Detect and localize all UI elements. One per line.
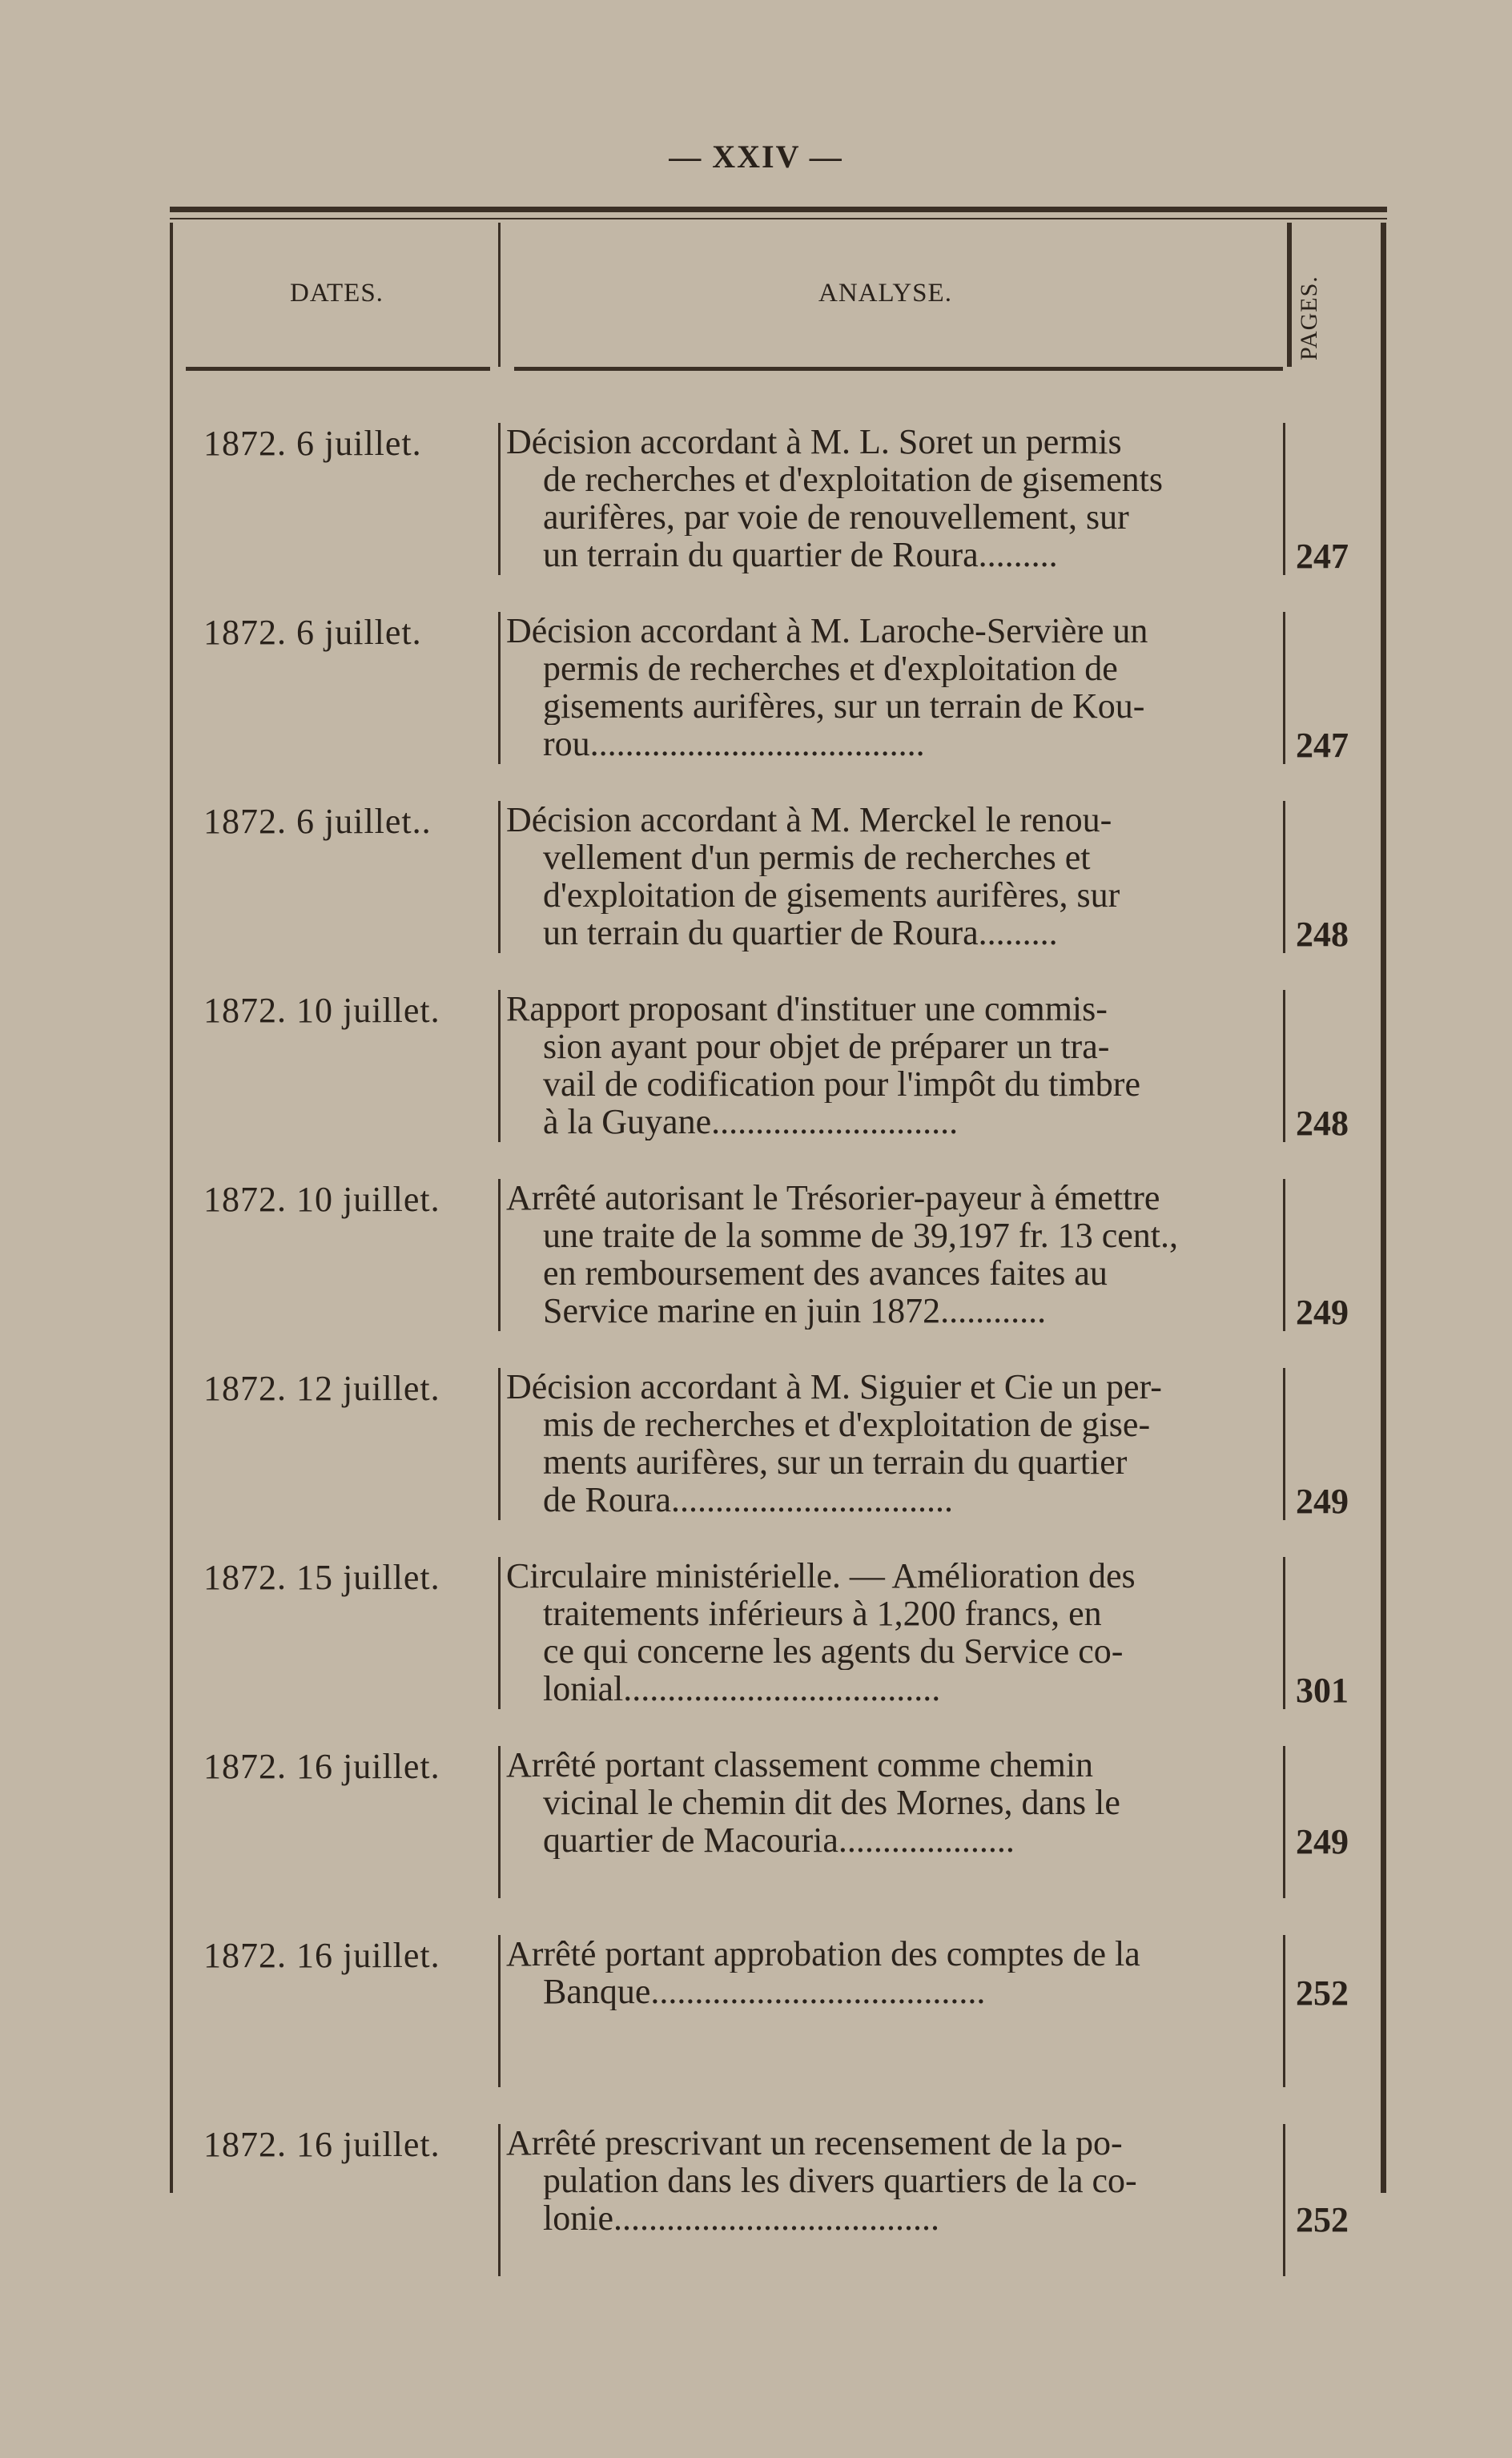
analysis-line: rou...................................... bbox=[543, 725, 925, 762]
entry-date: 1872. 12 juillet. bbox=[203, 1369, 440, 1408]
entry-analysis bbox=[506, 1179, 1275, 1330]
entry-date: 1872. 6 juillet. bbox=[203, 613, 422, 652]
pages-column-divider bbox=[1287, 223, 1292, 367]
table-row bbox=[170, 1179, 1387, 1368]
analysis-line: Arrêté portant classement comme chemin bbox=[506, 1746, 1094, 1784]
analysis-line: ments aurifères, sur un terrain du quartier bbox=[543, 1443, 1128, 1481]
row-divider-right bbox=[1283, 2124, 1285, 2276]
entry-page-number: 248 bbox=[1296, 1104, 1349, 1143]
entry-analysis bbox=[506, 1746, 1275, 1859]
entry-analysis bbox=[506, 990, 1275, 1140]
analysis-line: une traite de la somme de 39,197 fr. 13 cent., bbox=[543, 1217, 1178, 1254]
analysis-line: Service marine en juin 1872............ bbox=[543, 1292, 1047, 1330]
analysis-line: quartier de Macouria.................... bbox=[543, 1821, 1015, 1859]
entry-date: 1872. 16 juillet. bbox=[203, 2125, 440, 2164]
entry-page-number: 249 bbox=[1296, 1482, 1349, 1521]
analyse-header-rule bbox=[514, 367, 1283, 371]
analysis-line: vail de codification pour l'impôt du timbre bbox=[543, 1065, 1140, 1103]
analysis-line: sion ayant pour objet de préparer un tra- bbox=[543, 1028, 1110, 1065]
analysis-line: vellement d'un permis de recherches et bbox=[543, 839, 1091, 876]
entry-analysis bbox=[506, 1557, 1275, 1708]
dates-column-header: DATES. bbox=[290, 279, 384, 308]
entry-page-number: 247 bbox=[1296, 537, 1349, 576]
analysis-line: lonie..................................... bbox=[543, 2199, 939, 2237]
row-divider-left bbox=[498, 2124, 501, 2276]
row-divider-left bbox=[498, 1935, 501, 2087]
analysis-line: lonial.................................... bbox=[543, 1670, 941, 1708]
table-row bbox=[170, 990, 1387, 1179]
entry-date: 1872. 6 juillet. bbox=[203, 424, 422, 463]
entry-analysis bbox=[506, 801, 1275, 951]
entry-page-number: 252 bbox=[1296, 1973, 1349, 2013]
entry-analysis bbox=[506, 612, 1275, 762]
row-divider-left bbox=[498, 801, 501, 953]
row-divider-right bbox=[1283, 1746, 1285, 1898]
entry-page-number: 249 bbox=[1296, 1293, 1349, 1332]
analysis-line: aurifères, par voie de renouvellement, sur bbox=[543, 498, 1129, 536]
analysis-line: pulation dans les divers quartiers de la co- bbox=[543, 2162, 1137, 2199]
dates-column-divider bbox=[498, 223, 501, 367]
row-divider-left bbox=[498, 1746, 501, 1898]
row-divider-right bbox=[1283, 423, 1285, 575]
entry-date: 1872. 6 juillet.. bbox=[203, 802, 432, 841]
top-rule-thin bbox=[170, 218, 1387, 219]
table-row bbox=[170, 423, 1387, 612]
table-row bbox=[170, 612, 1387, 801]
analysis-line: Rapport proposant d'instituer une commis- bbox=[506, 990, 1108, 1028]
row-divider-right bbox=[1283, 1179, 1285, 1331]
row-divider-left bbox=[498, 990, 501, 1142]
table-row bbox=[170, 1935, 1387, 2124]
row-divider-right bbox=[1283, 612, 1285, 764]
analysis-line: mis de recherches et d'exploitation de gise- bbox=[543, 1406, 1151, 1443]
row-divider-right bbox=[1283, 801, 1285, 953]
entry-analysis bbox=[506, 2124, 1275, 2237]
analysis-line: un terrain du quartier de Roura......... bbox=[543, 536, 1058, 573]
analysis-line: Arrêté autorisant le Trésorier-payeur à émettre bbox=[506, 1179, 1160, 1217]
table-row bbox=[170, 1746, 1387, 1935]
entry-analysis bbox=[506, 423, 1275, 573]
row-divider-left bbox=[498, 1368, 501, 1520]
row-divider-left bbox=[498, 1557, 501, 1709]
entry-page-number: 252 bbox=[1296, 2200, 1349, 2239]
analysis-line: Circulaire ministérielle. — Amélioration des bbox=[506, 1557, 1136, 1595]
entry-analysis bbox=[506, 1368, 1275, 1519]
top-rule bbox=[170, 207, 1387, 212]
analysis-line: gisements aurifères, sur un terrain de Kou- bbox=[543, 687, 1145, 725]
entry-page-number: 248 bbox=[1296, 915, 1349, 954]
entry-page-number: 247 bbox=[1296, 726, 1349, 765]
pages-column-header: PAGES. bbox=[1296, 276, 1322, 360]
analysis-line: permis de recherches et d'exploitation de bbox=[543, 650, 1118, 687]
analysis-line: un terrain du quartier de Roura......... bbox=[543, 914, 1058, 951]
analysis-line: de recherches et d'exploitation de gisements bbox=[543, 461, 1163, 498]
entries-list bbox=[170, 423, 1387, 2313]
analysis-line: Décision accordant à M. Merckel le renou- bbox=[506, 801, 1112, 839]
index-table bbox=[170, 207, 1387, 2239]
row-divider-right bbox=[1283, 1557, 1285, 1709]
row-divider-left bbox=[498, 423, 501, 575]
row-divider-left bbox=[498, 1179, 501, 1331]
analysis-line: de Roura................................ bbox=[543, 1481, 954, 1519]
page-header: — XXIV — bbox=[669, 139, 843, 175]
entry-date: 1872. 16 juillet. bbox=[203, 1936, 440, 1975]
row-divider-right bbox=[1283, 1935, 1285, 2087]
analysis-line: en remboursement des avances faites au bbox=[543, 1254, 1108, 1292]
analysis-line: à la Guyane............................ bbox=[543, 1103, 959, 1140]
analysis-line: vicinal le chemin dit des Mornes, dans le bbox=[543, 1784, 1120, 1821]
table-row bbox=[170, 2124, 1387, 2313]
dates-header-rule bbox=[186, 367, 490, 371]
analysis-line: traitements inférieurs à 1,200 francs, en bbox=[543, 1595, 1102, 1632]
entry-page-number: 301 bbox=[1296, 1671, 1349, 1710]
analysis-line: Arrêté prescrivant un recensement de la po- bbox=[506, 2124, 1123, 2162]
entry-analysis bbox=[506, 1935, 1275, 2010]
entry-date: 1872. 10 juillet. bbox=[203, 1180, 440, 1219]
row-divider-right bbox=[1283, 1368, 1285, 1520]
entry-date: 1872. 15 juillet. bbox=[203, 1558, 440, 1597]
table-row bbox=[170, 1557, 1387, 1746]
analysis-line: Arrêté portant approbation des comptes de la bbox=[506, 1935, 1140, 1973]
table-row bbox=[170, 1368, 1387, 1557]
row-divider-right bbox=[1283, 990, 1285, 1142]
entry-date: 1872. 16 juillet. bbox=[203, 1747, 440, 1786]
analysis-line: Décision accordant à M. Laroche-Servière un bbox=[506, 612, 1148, 650]
analysis-line: Décision accordant à M. Siguier et Cie un per- bbox=[506, 1368, 1162, 1406]
entry-date: 1872. 10 juillet. bbox=[203, 991, 440, 1030]
analysis-line: Décision accordant à M. L. Soret un permis bbox=[506, 423, 1122, 461]
analyse-column-header: ANALYSE. bbox=[818, 279, 952, 308]
analysis-line: ce qui concerne les agents du Service co- bbox=[543, 1632, 1124, 1670]
analysis-line: d'exploitation de gisements aurifères, sur bbox=[543, 876, 1120, 914]
entry-page-number: 249 bbox=[1296, 1822, 1349, 1861]
table-row bbox=[170, 801, 1387, 990]
analysis-line: Banque...................................... bbox=[543, 1973, 986, 2010]
row-divider-left bbox=[498, 612, 501, 764]
